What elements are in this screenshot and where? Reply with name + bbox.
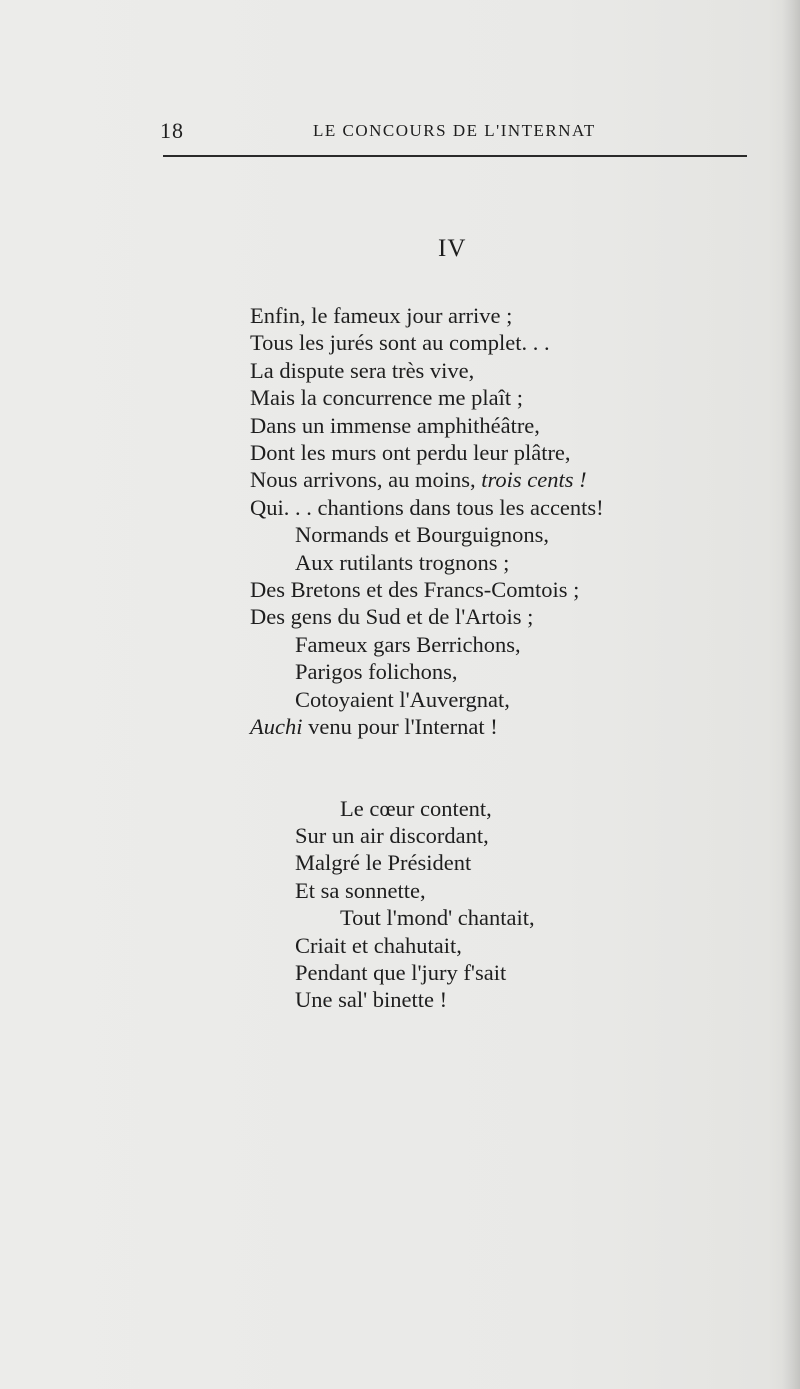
verse-line: Tout l'mond' chantait, [340, 905, 535, 931]
verse-line: La dispute sera très vive, [250, 357, 475, 383]
verse-line: Cotoyaient l'Auvergnat, [295, 686, 510, 712]
page-edge-shadow [782, 0, 800, 1389]
verse-line: Fameux gars Berrichons, [295, 631, 521, 657]
verse-line: Parigos folichons, [295, 659, 458, 685]
verse-line: Et sa sonnette, [295, 877, 426, 903]
running-head: LE CONCOURS DE L'INTERNAT [313, 121, 596, 140]
verse-line: Dans un immense amphithéâtre, [250, 412, 540, 438]
poem-text [250, 302, 670, 1014]
italic-text: Auchi [250, 714, 303, 740]
verse-line: Tous les jurés sont au complet. . . [250, 330, 550, 356]
verse-line: Des Bretons et des Francs-Comtois ; [250, 577, 580, 603]
verse-line: Dont les murs ont perdu leur plâtre, [250, 440, 571, 466]
header-rule [163, 155, 747, 157]
verse-line: Malgré le Président [295, 850, 472, 876]
verse-line: Aux rutilants trognons ; [295, 549, 510, 575]
verse-line: Mais la concurrence me plaît ; [250, 385, 524, 411]
section-number: IV [438, 235, 467, 262]
verse-text: venu pour l'Internat ! [302, 714, 498, 740]
verse-line: Enfin, le fameux jour arrive ; [250, 303, 513, 328]
verse-line: Des gens du Sud et de l'Artois ; [250, 604, 534, 630]
verse-line: Normands et Bourguignons, [295, 522, 549, 548]
verse-text: Nous arrivons, au moins, [250, 467, 482, 493]
italic-text: trois cents ! [481, 467, 587, 493]
stanza-break [250, 741, 670, 795]
verse-line [250, 713, 670, 740]
verse-line: Pendant que l'jury f'sait [295, 959, 507, 985]
verse-line: Criait et chahutait, [295, 932, 462, 958]
page-number: 18 [160, 118, 184, 143]
verse-line [250, 466, 670, 493]
verse-line: Qui. . . chantions dans tous les accents! [250, 494, 604, 520]
verse-line: Une sal' binette ! [295, 987, 448, 1013]
verse-line: Le cœur content, [340, 795, 492, 821]
verse-line: Sur un air discordant, [295, 822, 489, 848]
